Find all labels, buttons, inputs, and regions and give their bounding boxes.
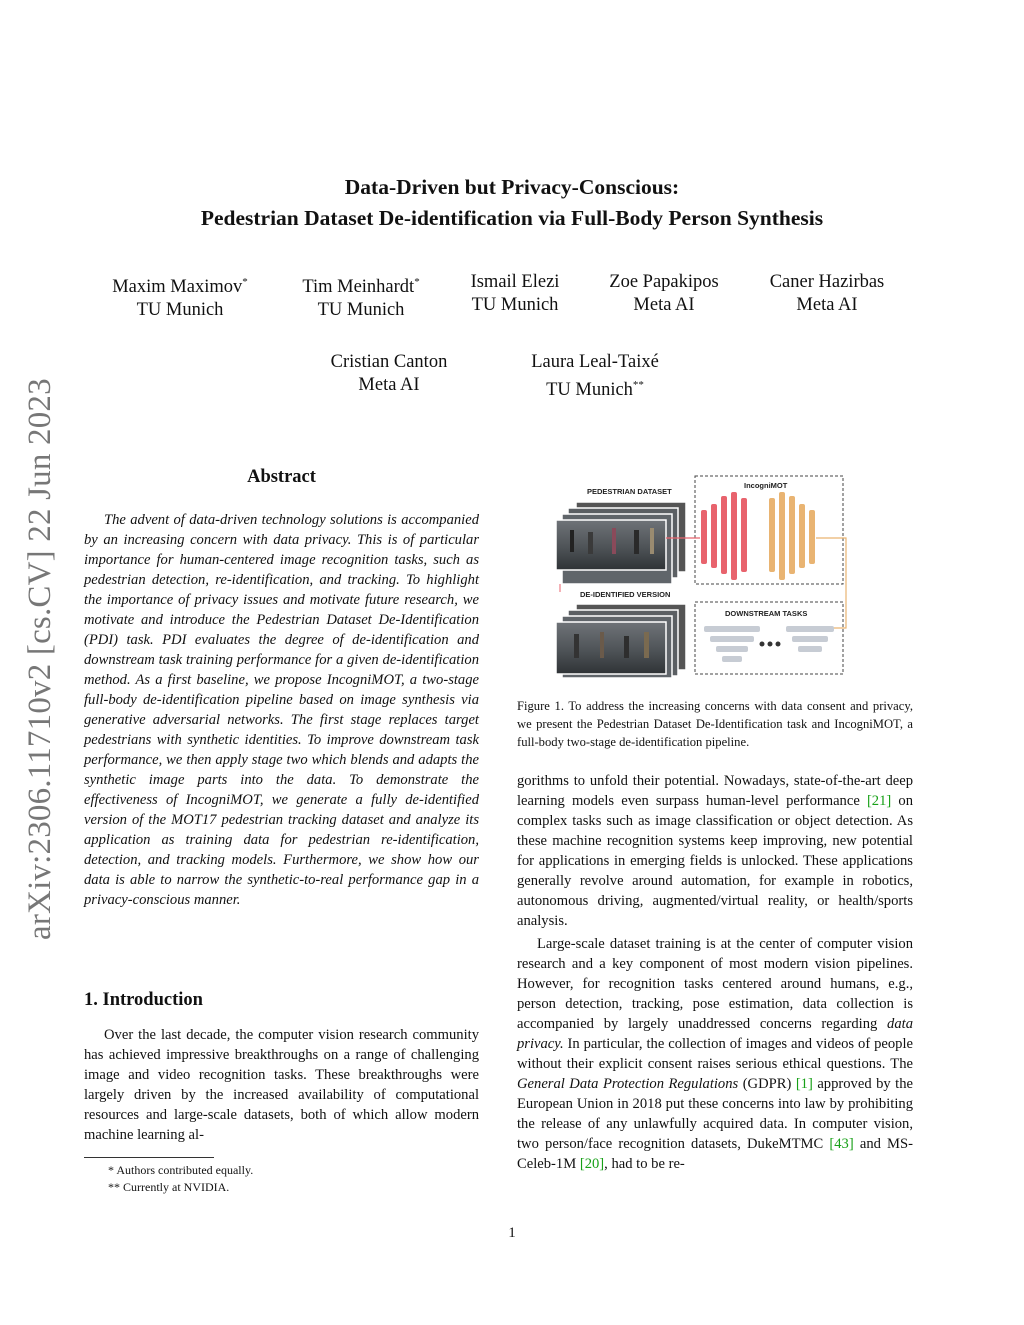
- author-name: Laura Leal-Taixé: [531, 352, 659, 372]
- author-5: [762, 271, 892, 317]
- author-name: Ismail Elezi: [470, 272, 560, 292]
- abstract-body: The advent of data-driven technology solutions is accompanied by an increasing concern with data privacy. This is of particular importance for human-centered image recognition tasks, such as pedestrian detection, re-identification, and tracking. To highlight the importance of privacy issues and motivate future research, we motivate and introduce the Pedestrian Dataset De-Identification (PDI) task. PDI evaluates the degree of de-identification and downstream task training performance for a given de-identification method. As a first baseline, we propose IncogniMOT, a two-stage full-body de-identification pipeline based on image synthesis via generative adversarial networks. The first stage replaces target pedestrians with synthetic identities. To improve downstream task performance, we then apply stage two which blends and adapts the synthetic image parts into the data. To demonstrate the effectiveness of IncogniMOT, we generate a fully de-identified version of the MOT17 pedestrian tracking dataset and analyze its application as training data for pedestrian re-identification, detection, and tracking models. Furthermore, we show how our data is able to narrow the synthetic-to-real performance gap in a privacy-conscious manner.: [84, 512, 479, 908]
- deidentified-image-stack: [556, 604, 686, 678]
- citation-link[interactable]: [1]: [795, 1076, 813, 1092]
- figure-label-method: IncogniMOT: [744, 481, 788, 490]
- author-name: Caner Hazirbas: [769, 272, 885, 292]
- right-column: [517, 771, 913, 1174]
- author-affiliation: TU Munich: [317, 300, 405, 321]
- author-4: [600, 271, 728, 317]
- abstract-heading: Abstract: [247, 467, 316, 487]
- footnote-1: * Authors contributed equally.: [108, 1163, 254, 1177]
- citation-link[interactable]: [20]: [579, 1156, 605, 1172]
- author-affiliation: Meta AI: [633, 295, 695, 315]
- text-run: In particular, the collection of images and videos of people without their explicit consent raises serious ethical questions. The: [517, 1036, 913, 1072]
- decoder-bars: [769, 492, 815, 580]
- downstream-bars: [704, 626, 834, 662]
- citation-link[interactable]: [43]: [829, 1136, 854, 1152]
- intro-paragraph-1: Over the last decade, the computer vision research community has achieved impressive breakthroughs on a range of challenging image and video recognition tasks. These breakthroughs were largely driven by the increased availability of computational resources and large-scale datasets, both of which allow modern machine learning al-: [84, 1027, 479, 1143]
- footnote-rule: [84, 1157, 214, 1158]
- author-name: Zoe Papakipos: [609, 272, 719, 292]
- text-run: on complex tasks such as image classification or object detection. As these machine recognition systems keep improving, new potential for applications in emerging fields is unlocked. These applications generally revolve around automation, for example in robotics, autonomous driving, augmented/virtual reality, or health/sports analysis.: [517, 793, 913, 929]
- author-mark: *: [242, 276, 248, 288]
- figure-label-dataset: PEDESTRIAN DATASET: [587, 487, 672, 496]
- author-affiliation: TU Munich: [546, 380, 633, 401]
- text-run: , had to be re-: [604, 1156, 685, 1172]
- footnote-2: ** Currently at NVIDIA.: [108, 1180, 230, 1194]
- title-line-2: Pedestrian Dataset De-identification via Full-Body Person Synthesis: [200, 206, 824, 230]
- author-affiliation: TU Munich: [136, 300, 224, 321]
- author-2: [294, 271, 428, 322]
- figure-label-downstream: DOWNSTREAM TASKS: [725, 609, 808, 618]
- author-3: [462, 271, 568, 317]
- figure-1: [540, 468, 850, 678]
- input-image-stack: [556, 502, 686, 584]
- text-run: Large-scale dataset training is at the center of computer vision research and a key component of most modern vision pipelines. However, for recognition tasks centered around humans, e.g., person detection, tracking, pose estimation, data collection is accompanied by largely unaddressed concerns regarding: [517, 936, 913, 1032]
- author-name: Maxim Maximov: [112, 277, 243, 298]
- arxiv-identifier: arXiv:2306.11710v2 [cs.CV] 22 Jun 2023: [22, 378, 58, 940]
- paper-title: [0, 172, 1024, 234]
- encoder-bars: [701, 492, 747, 580]
- body-paragraph-1: [517, 771, 913, 931]
- text-run: gorithms to unfold their potential. Nowadays, state-of-the-art deep learning models even surpass human-level performance: [517, 773, 913, 809]
- citation-link[interactable]: [21]: [866, 793, 892, 809]
- author-affiliation: Meta AI: [358, 375, 420, 395]
- author-name: Tim Meinhardt: [302, 277, 415, 298]
- pipeline-diagram: [540, 468, 850, 678]
- section-heading-introduction: 1. Introduction: [84, 990, 203, 1010]
- author-affiliation: Meta AI: [796, 295, 858, 315]
- text-run: approved by the European Union in 2018 put these concerns into law by prohibiting the release of any unlawfully acquired data. In computer vision, two person/face recognition datasets, DukeMTMC: [517, 1076, 913, 1152]
- text-run: and MS-Celeb-1M: [517, 1136, 914, 1172]
- author-6: [322, 351, 456, 397]
- author-1: [106, 271, 254, 322]
- figure-label-deidentified: DE-IDENTIFIED VERSION: [580, 590, 671, 599]
- figure-caption: Figure 1. To address the increasing concerns with data consent and privacy, we present the Pedestrian Dataset De-Identification task and IncogniMOT, a full-body two-stage de-identification pipeline.: [517, 699, 913, 749]
- author-name: Cristian Canton: [330, 352, 448, 372]
- text-run: data privacy.: [517, 1016, 913, 1052]
- body-paragraph-2: [517, 934, 913, 1174]
- text-run: (GDPR): [738, 1076, 796, 1092]
- title-line-1: Data-Driven but Privacy-Conscious:: [344, 175, 680, 199]
- author-affiliation: TU Munich: [471, 295, 559, 315]
- text-run: General Data Protection Regulations: [517, 1076, 739, 1092]
- author-mark: *: [414, 276, 420, 288]
- page-number: 1: [508, 1225, 516, 1241]
- author-mark: **: [632, 379, 644, 391]
- author-7: [528, 351, 662, 402]
